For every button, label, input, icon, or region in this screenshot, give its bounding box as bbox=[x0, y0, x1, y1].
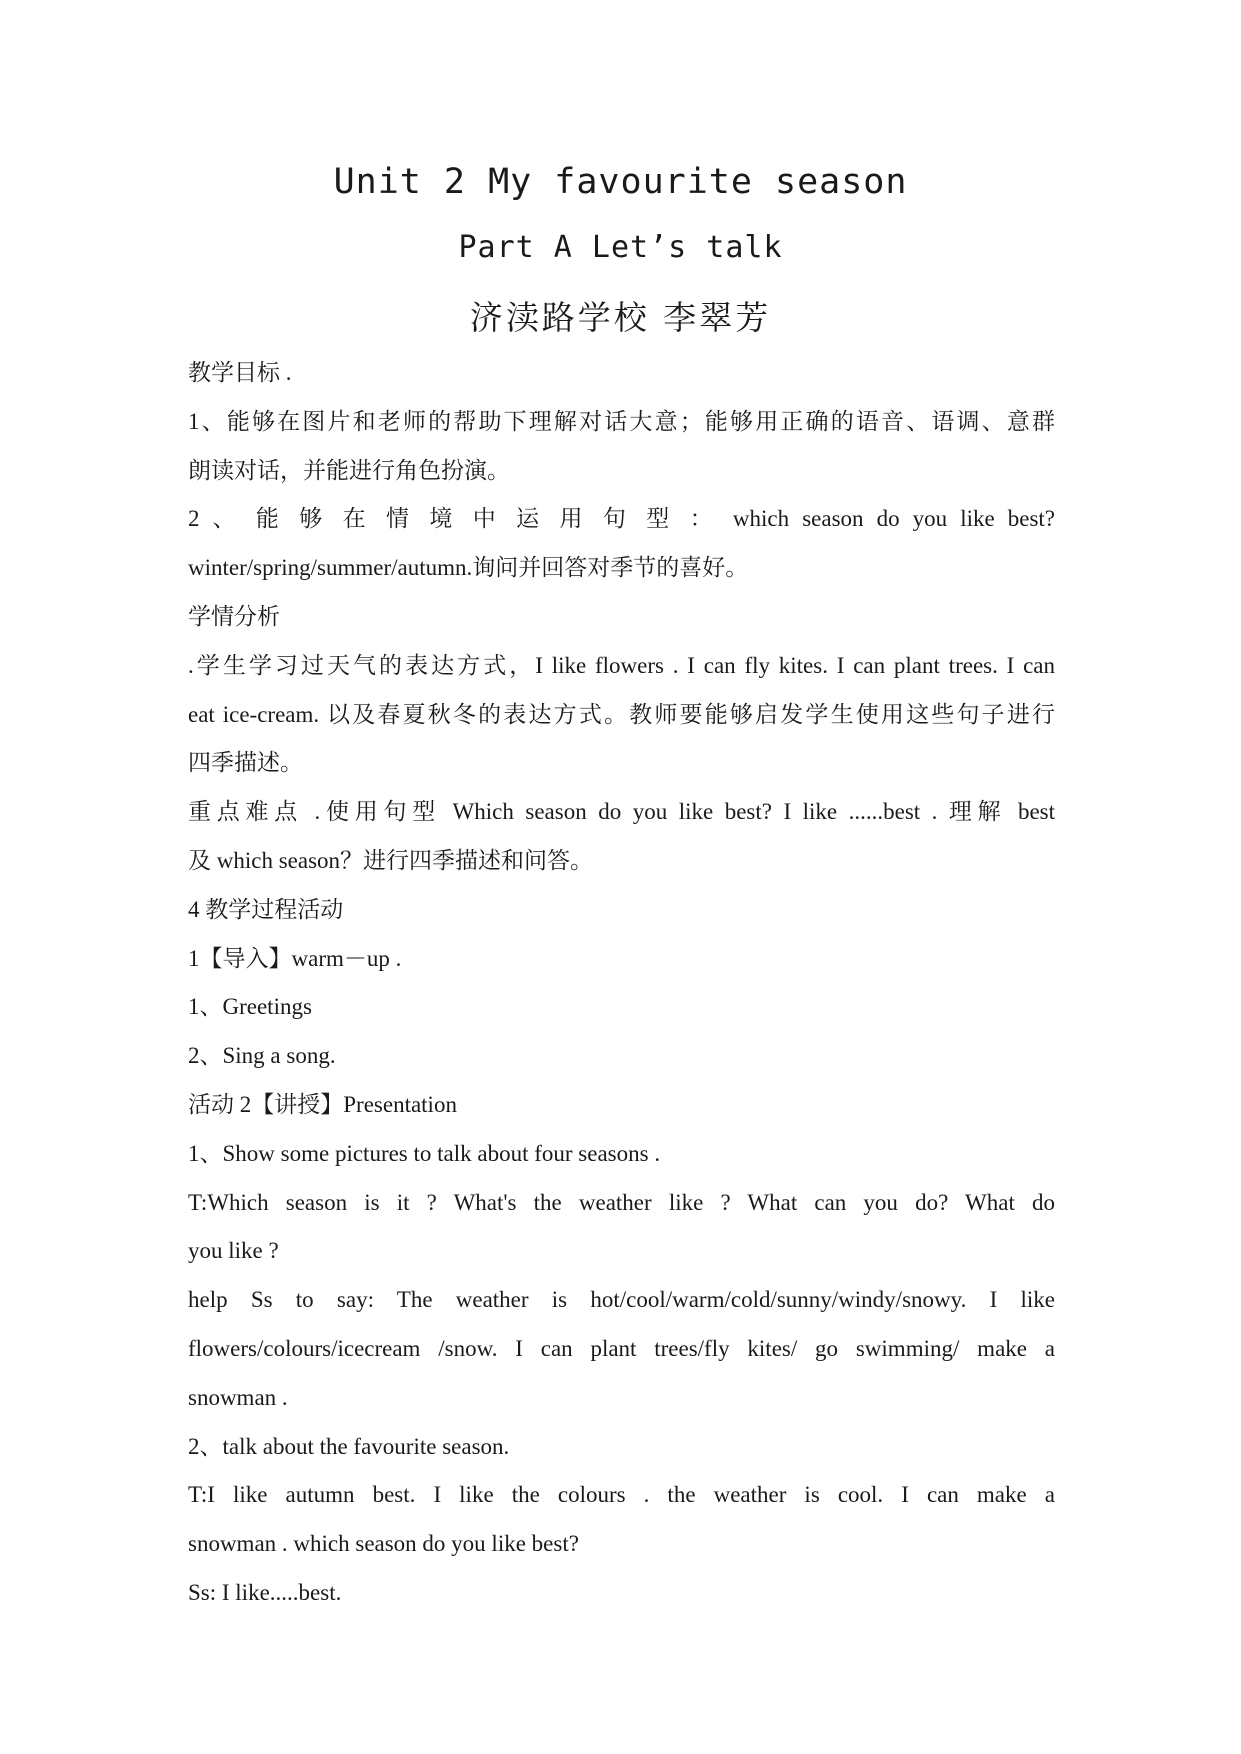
text-line: 四季描述。 bbox=[188, 750, 303, 776]
text-line: T:Which season is it ? What's the weather like ? What can you do? What do bbox=[188, 1189, 1055, 1215]
text-line: you like ? bbox=[188, 1238, 279, 1264]
document-subtitle: Part A Let’s talk bbox=[458, 230, 783, 265]
document-title: Unit 2 My favourite season bbox=[333, 162, 908, 202]
text-line: snowman . bbox=[188, 1384, 288, 1410]
text-line: .学生学习过天气的表达方式，I like flowers . I can fly kites. I can plant trees. I can bbox=[188, 652, 1055, 678]
text-line: help Ss to say: The weather is hot/cool/warm/cold/sunny/windy/snowy. I like bbox=[188, 1287, 1055, 1313]
text-line: Ss: I like.....best. bbox=[188, 1579, 342, 1605]
text-line: 及 which season？进行四季描述和问答。 bbox=[188, 847, 594, 873]
text-line: 活动 2【讲授】Presentation bbox=[188, 1091, 457, 1117]
text-line: 2、Sing a song. bbox=[188, 1043, 336, 1069]
text-line: 1、能够在图片和老师的帮助下理解对话大意；能够用正确的语音、语调、意群 bbox=[188, 408, 1055, 434]
section-heading-process: 4 教学过程活动 bbox=[188, 896, 344, 922]
text-line: 2、talk about the favourite season. bbox=[188, 1433, 510, 1459]
text-line: 1、Show some pictures to talk about four seasons . bbox=[188, 1140, 661, 1166]
text-line: 2 、 能 够 在 情 境 中 运 用 句 型 ： which season do you like best? bbox=[188, 506, 1055, 532]
text-line: 1、Greetings bbox=[188, 994, 312, 1020]
text-line: flowers/colours/icecream /snow. I can plant trees/fly kites/ go swimming/ make a bbox=[188, 1335, 1055, 1361]
text-line: winter/spring/summer/autumn.询问并回答对季节的喜好。 bbox=[188, 555, 749, 581]
section-heading-objectives: 教学目标 . bbox=[188, 360, 292, 385]
document-author: 济渎路学校 李翠芳 bbox=[469, 298, 772, 337]
section-heading-analysis: 学情分析 bbox=[188, 603, 280, 629]
text-line: eat ice-cream. 以及春夏秋冬的表达方式。教师要能够启发学生使用这些句子进行 bbox=[188, 701, 1055, 727]
text-line: 朗读对话，并能进行角色扮演。 bbox=[188, 457, 510, 483]
text-line: 1【导入】warm－up . bbox=[188, 945, 402, 971]
document-body bbox=[188, 349, 1055, 1618]
text-line: snowman . which season do you like best? bbox=[188, 1531, 579, 1557]
text-line: T:I like autumn best. I like the colours . the weather is cool. I can make a bbox=[188, 1482, 1055, 1508]
text-line: 重点难点 .使用句型 Which season do you like best? I like ......best . 理解 best bbox=[188, 799, 1055, 825]
